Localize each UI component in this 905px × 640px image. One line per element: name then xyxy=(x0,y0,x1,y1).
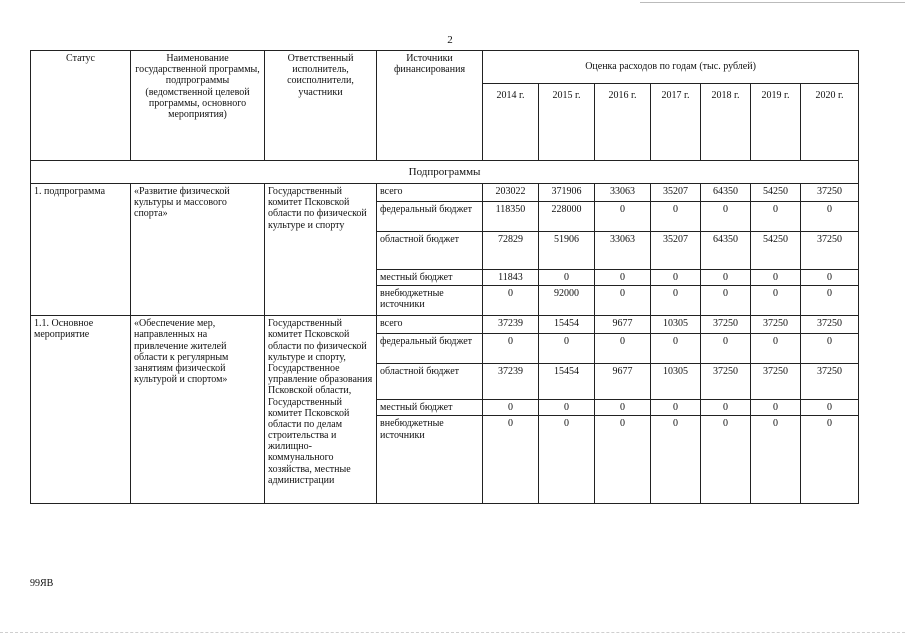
row-source: областной бюджет xyxy=(377,232,483,270)
row-source: всего xyxy=(377,316,483,334)
header-executor: Ответственный исполнитель, соисполнители, участники xyxy=(265,51,377,161)
cell-value: 0 xyxy=(595,202,651,232)
cell-value: 0 xyxy=(483,416,539,504)
cell-value: 0 xyxy=(701,400,751,416)
cell-value: 10305 xyxy=(651,316,701,334)
cell-value: 15454 xyxy=(539,316,595,334)
cell-value: 64350 xyxy=(701,184,751,202)
cell-value: 72829 xyxy=(483,232,539,270)
cell-value: 0 xyxy=(483,334,539,364)
section-title: Подпрограммы xyxy=(31,161,859,184)
row-status: 1. подпрограмма xyxy=(31,184,131,316)
cell-value: 0 xyxy=(801,400,859,416)
cell-value: 51906 xyxy=(539,232,595,270)
cell-value: 64350 xyxy=(701,232,751,270)
cell-value: 0 xyxy=(751,400,801,416)
header-sources: Источники финансирования xyxy=(377,51,483,161)
cell-value: 0 xyxy=(539,416,595,504)
cell-value: 37250 xyxy=(701,316,751,334)
cell-value: 0 xyxy=(595,286,651,316)
header-name: Наименование государственной программы, подпрограммы (ведомственной целевой программы, основного мероприятия) xyxy=(131,51,265,161)
cell-value: 37239 xyxy=(483,316,539,334)
table-row xyxy=(31,184,859,202)
header-costs: Оценка расходов по годам (тыс. рублей) xyxy=(483,51,859,84)
cell-value: 0 xyxy=(801,334,859,364)
cell-value: 9677 xyxy=(595,364,651,400)
header-year: 2014 г. xyxy=(483,84,539,161)
cell-value: 11843 xyxy=(483,270,539,286)
header-year: 2016 г. xyxy=(595,84,651,161)
cell-value: 0 xyxy=(539,270,595,286)
section-row xyxy=(31,161,859,184)
scan-artifact-top xyxy=(640,2,905,3)
cell-value: 15454 xyxy=(539,364,595,400)
cell-value: 54250 xyxy=(751,184,801,202)
cell-value: 37250 xyxy=(801,316,859,334)
header-year: 2020 г. xyxy=(801,84,859,161)
cell-value: 37250 xyxy=(801,232,859,270)
header-year: 2017 г. xyxy=(651,84,701,161)
cell-value: 37250 xyxy=(751,364,801,400)
cell-value: 37250 xyxy=(751,316,801,334)
cell-value: 0 xyxy=(651,334,701,364)
row-executor: Государственный комитет Псковской области по физической культуре и спорту, Государственное управление образования Псковской области, Государственный комитет Псковской области по делам строительства и жилищно-коммунального хозяйства, местные администрации xyxy=(265,316,377,504)
cell-value: 0 xyxy=(701,416,751,504)
cell-value: 0 xyxy=(651,416,701,504)
row-source: внебюджетные источники xyxy=(377,416,483,504)
header-year: 2015 г. xyxy=(539,84,595,161)
page-number: 2 xyxy=(447,34,453,46)
cell-value: 35207 xyxy=(651,184,701,202)
cell-value: 0 xyxy=(801,270,859,286)
cell-value: 0 xyxy=(701,202,751,232)
budget-table xyxy=(30,50,859,504)
cell-value: 37239 xyxy=(483,364,539,400)
cell-value: 0 xyxy=(483,400,539,416)
cell-value: 0 xyxy=(595,416,651,504)
cell-value: 0 xyxy=(539,400,595,416)
row-source: федеральный бюджет xyxy=(377,334,483,364)
cell-value: 10305 xyxy=(651,364,701,400)
header-year: 2018 г. xyxy=(701,84,751,161)
cell-value: 0 xyxy=(595,270,651,286)
cell-value: 37250 xyxy=(801,364,859,400)
row-source: областной бюджет xyxy=(377,364,483,400)
row-program-name: «Обеспечение мер, направленных на привлечение жителей области к регулярным занятиям физической культурой и спортом» xyxy=(131,316,265,504)
row-source: федеральный бюджет xyxy=(377,202,483,232)
row-source: внебюджетные источники xyxy=(377,286,483,316)
row-source: местный бюджет xyxy=(377,400,483,416)
cell-value: 54250 xyxy=(751,232,801,270)
cell-value: 371906 xyxy=(539,184,595,202)
cell-value: 9677 xyxy=(595,316,651,334)
cell-value: 0 xyxy=(651,400,701,416)
cell-value: 0 xyxy=(701,334,751,364)
cell-value: 0 xyxy=(595,334,651,364)
cell-value: 0 xyxy=(801,286,859,316)
header-year: 2019 г. xyxy=(751,84,801,161)
cell-value: 0 xyxy=(539,334,595,364)
cell-value: 203022 xyxy=(483,184,539,202)
document-code: 99ЯВ xyxy=(30,578,54,589)
header-row xyxy=(31,51,859,84)
cell-value: 0 xyxy=(701,270,751,286)
cell-value: 0 xyxy=(483,286,539,316)
scan-artifact-bottom xyxy=(0,632,905,633)
cell-value: 118350 xyxy=(483,202,539,232)
cell-value: 0 xyxy=(595,400,651,416)
row-program-name: «Развитие физической культуры и массового спорта» xyxy=(131,184,265,316)
table-row xyxy=(31,316,859,334)
cell-value: 0 xyxy=(751,416,801,504)
cell-value: 0 xyxy=(751,202,801,232)
cell-value: 0 xyxy=(751,270,801,286)
header-status: Статус xyxy=(31,51,131,161)
cell-value: 0 xyxy=(701,286,751,316)
cell-value: 0 xyxy=(651,202,701,232)
cell-value: 0 xyxy=(801,416,859,504)
row-executor: Государственный комитет Псковской области по физической культуре и спорту xyxy=(265,184,377,316)
cell-value: 37250 xyxy=(701,364,751,400)
cell-value: 35207 xyxy=(651,232,701,270)
row-source: местный бюджет xyxy=(377,270,483,286)
row-status: 1.1. Основное мероприятие xyxy=(31,316,131,504)
cell-value: 33063 xyxy=(595,184,651,202)
cell-value: 0 xyxy=(651,270,701,286)
cell-value: 0 xyxy=(751,334,801,364)
cell-value: 0 xyxy=(801,202,859,232)
cell-value: 0 xyxy=(751,286,801,316)
cell-value: 228000 xyxy=(539,202,595,232)
row-source: всего xyxy=(377,184,483,202)
cell-value: 33063 xyxy=(595,232,651,270)
cell-value: 92000 xyxy=(539,286,595,316)
cell-value: 37250 xyxy=(801,184,859,202)
cell-value: 0 xyxy=(651,286,701,316)
